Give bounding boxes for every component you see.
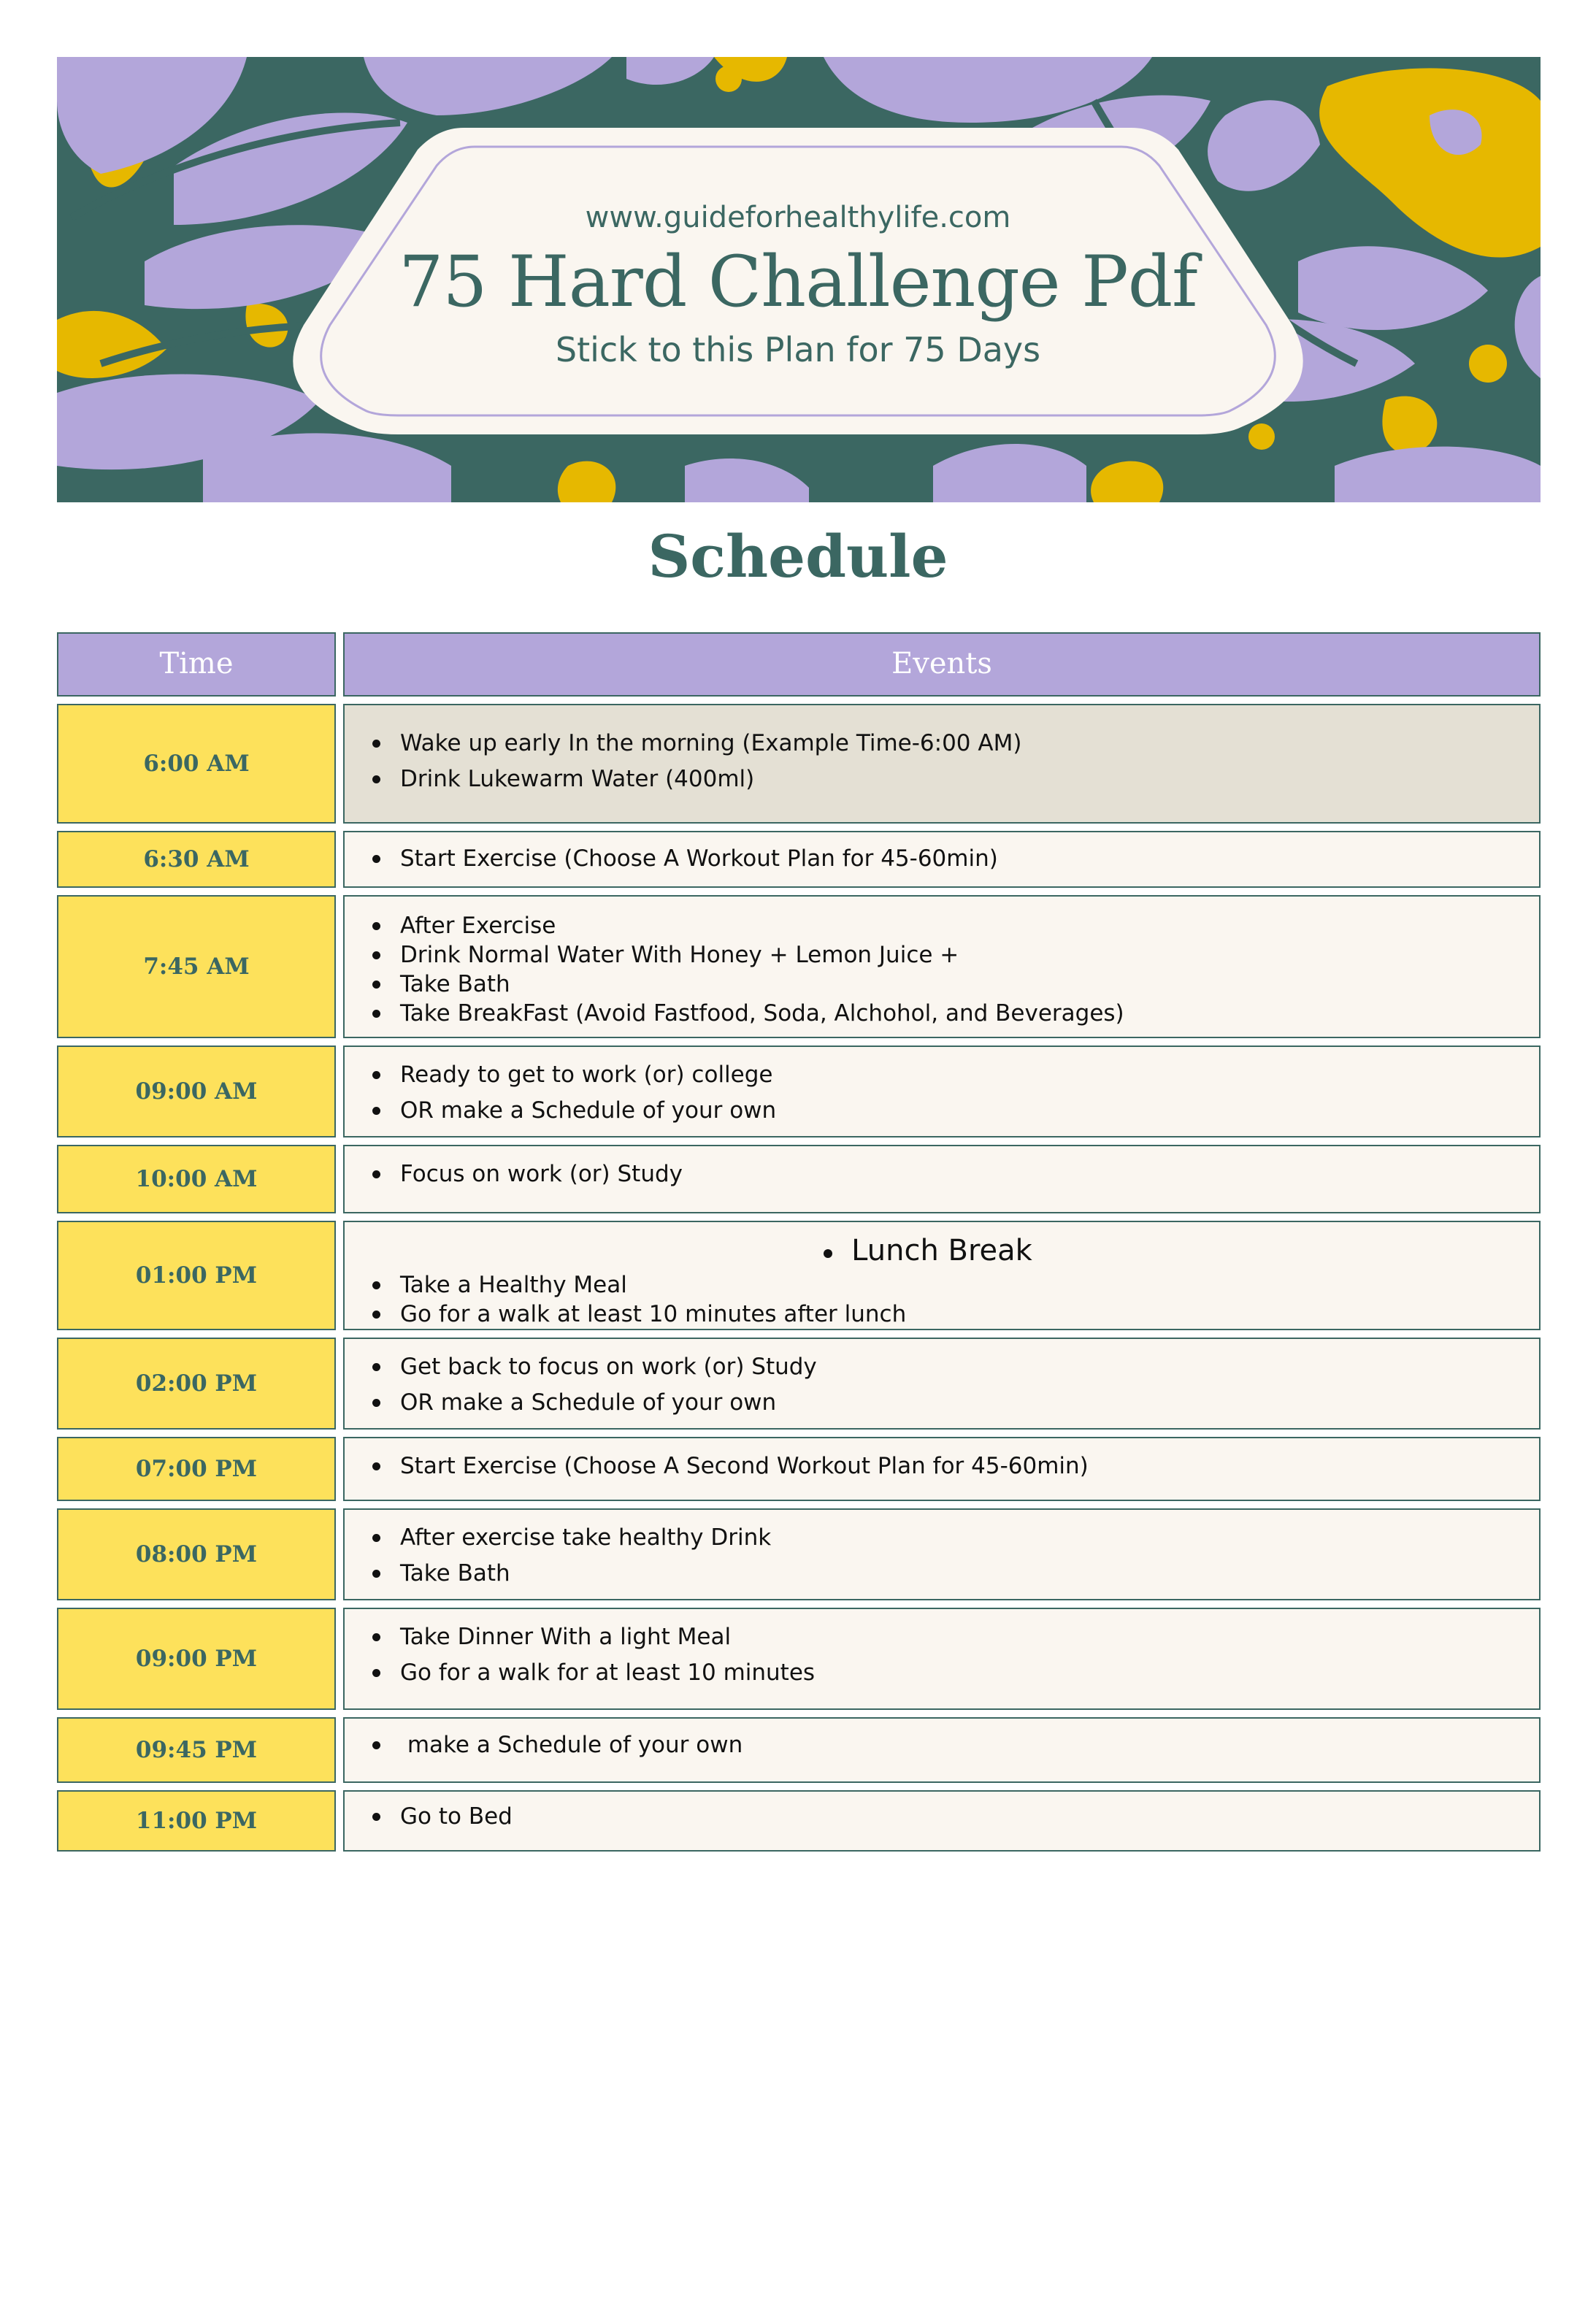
time-cell: 11:00 PM xyxy=(57,1790,336,1852)
event-list xyxy=(345,911,1539,1028)
event-list xyxy=(345,729,1539,794)
list-item: Go to Bed xyxy=(400,1802,1539,1831)
list-item: Wake up early In the morning (Example Time-6:00 AM) xyxy=(400,729,1539,758)
time-cell: 09:00 AM xyxy=(57,1046,336,1137)
lunch-break-heading: Lunch Break xyxy=(851,1234,1032,1267)
list-item: Take BreakFast (Avoid Fastfood, Soda, Alchohol, and Beverages) xyxy=(400,999,1539,1028)
time-cell: 01:00 PM xyxy=(57,1221,336,1330)
events-cell xyxy=(343,1437,1541,1501)
events-cell xyxy=(343,1046,1541,1137)
time-cell: 10:00 AM xyxy=(57,1145,336,1213)
events-cell xyxy=(343,1608,1541,1710)
page-subtitle: Stick to this Plan for 75 Days xyxy=(555,330,1041,369)
list-item: Go for a walk at least 10 minutes after lunch xyxy=(400,1300,1539,1329)
list-item: After exercise take healthy Drink xyxy=(400,1523,1539,1552)
event-list xyxy=(345,1060,1539,1125)
column-header-events: Events xyxy=(343,632,1541,697)
time-cell: 6:00 AM xyxy=(57,704,336,824)
list-item: Take Dinner With a light Meal xyxy=(400,1622,1539,1651)
time-cell: 09:45 PM xyxy=(57,1717,336,1783)
events-cell xyxy=(343,1790,1541,1852)
event-list xyxy=(345,1451,1539,1481)
list-item: After Exercise xyxy=(400,911,1539,940)
event-list xyxy=(345,1802,1539,1831)
events-cell xyxy=(343,1717,1541,1783)
events-cell xyxy=(343,1145,1541,1213)
event-list xyxy=(345,1352,1539,1417)
time-cell: 08:00 PM xyxy=(57,1508,336,1600)
events-cell xyxy=(343,1221,1541,1330)
events-cell xyxy=(343,831,1541,888)
list-item: Get back to focus on work (or) Study xyxy=(400,1352,1539,1381)
event-list xyxy=(345,1523,1539,1588)
list-item: Ready to get to work (or) college xyxy=(400,1060,1539,1089)
list-item: OR make a Schedule of your own xyxy=(400,1096,1539,1125)
events-cell xyxy=(343,704,1541,824)
time-cell: 02:00 PM xyxy=(57,1338,336,1430)
event-list xyxy=(345,1730,1539,1760)
event-list xyxy=(345,1159,1539,1189)
list-item: Drink Lukewarm Water (400ml) xyxy=(400,764,1539,794)
list-item: Go for a walk for at least 10 minutes xyxy=(400,1658,1539,1687)
list-item: Focus on work (or) Study xyxy=(400,1159,1539,1189)
list-item: Start Exercise (Choose A Second Workout Plan for 45-60min) xyxy=(400,1451,1539,1481)
event-list xyxy=(345,1270,1539,1329)
column-header-time: Time xyxy=(57,632,336,697)
list-item: make a Schedule of your own xyxy=(400,1730,1539,1760)
list-item: Take Bath xyxy=(400,970,1539,999)
list-item: Start Exercise (Choose A Workout Plan for 45-60min) xyxy=(400,844,1539,873)
time-cell: 7:45 AM xyxy=(57,895,336,1038)
section-title: Schedule xyxy=(648,522,948,591)
list-item: OR make a Schedule of your own xyxy=(400,1388,1539,1417)
event-list xyxy=(345,1622,1539,1687)
events-cell xyxy=(343,1508,1541,1600)
events-cell xyxy=(343,1338,1541,1430)
website-url: www.guideforhealthylife.com xyxy=(585,201,1011,234)
list-item: Drink Normal Water With Honey + Lemon Juice + xyxy=(400,940,1539,970)
list-item: Take Bath xyxy=(400,1559,1539,1588)
list-item: Take a Healthy Meal xyxy=(400,1270,1539,1300)
time-cell: 07:00 PM xyxy=(57,1437,336,1501)
page-title: 75 Hard Challenge Pdf xyxy=(399,241,1197,323)
time-cell: 09:00 PM xyxy=(57,1608,336,1710)
event-list xyxy=(345,844,1539,873)
events-cell xyxy=(343,895,1541,1038)
time-cell: 6:30 AM xyxy=(57,831,336,888)
